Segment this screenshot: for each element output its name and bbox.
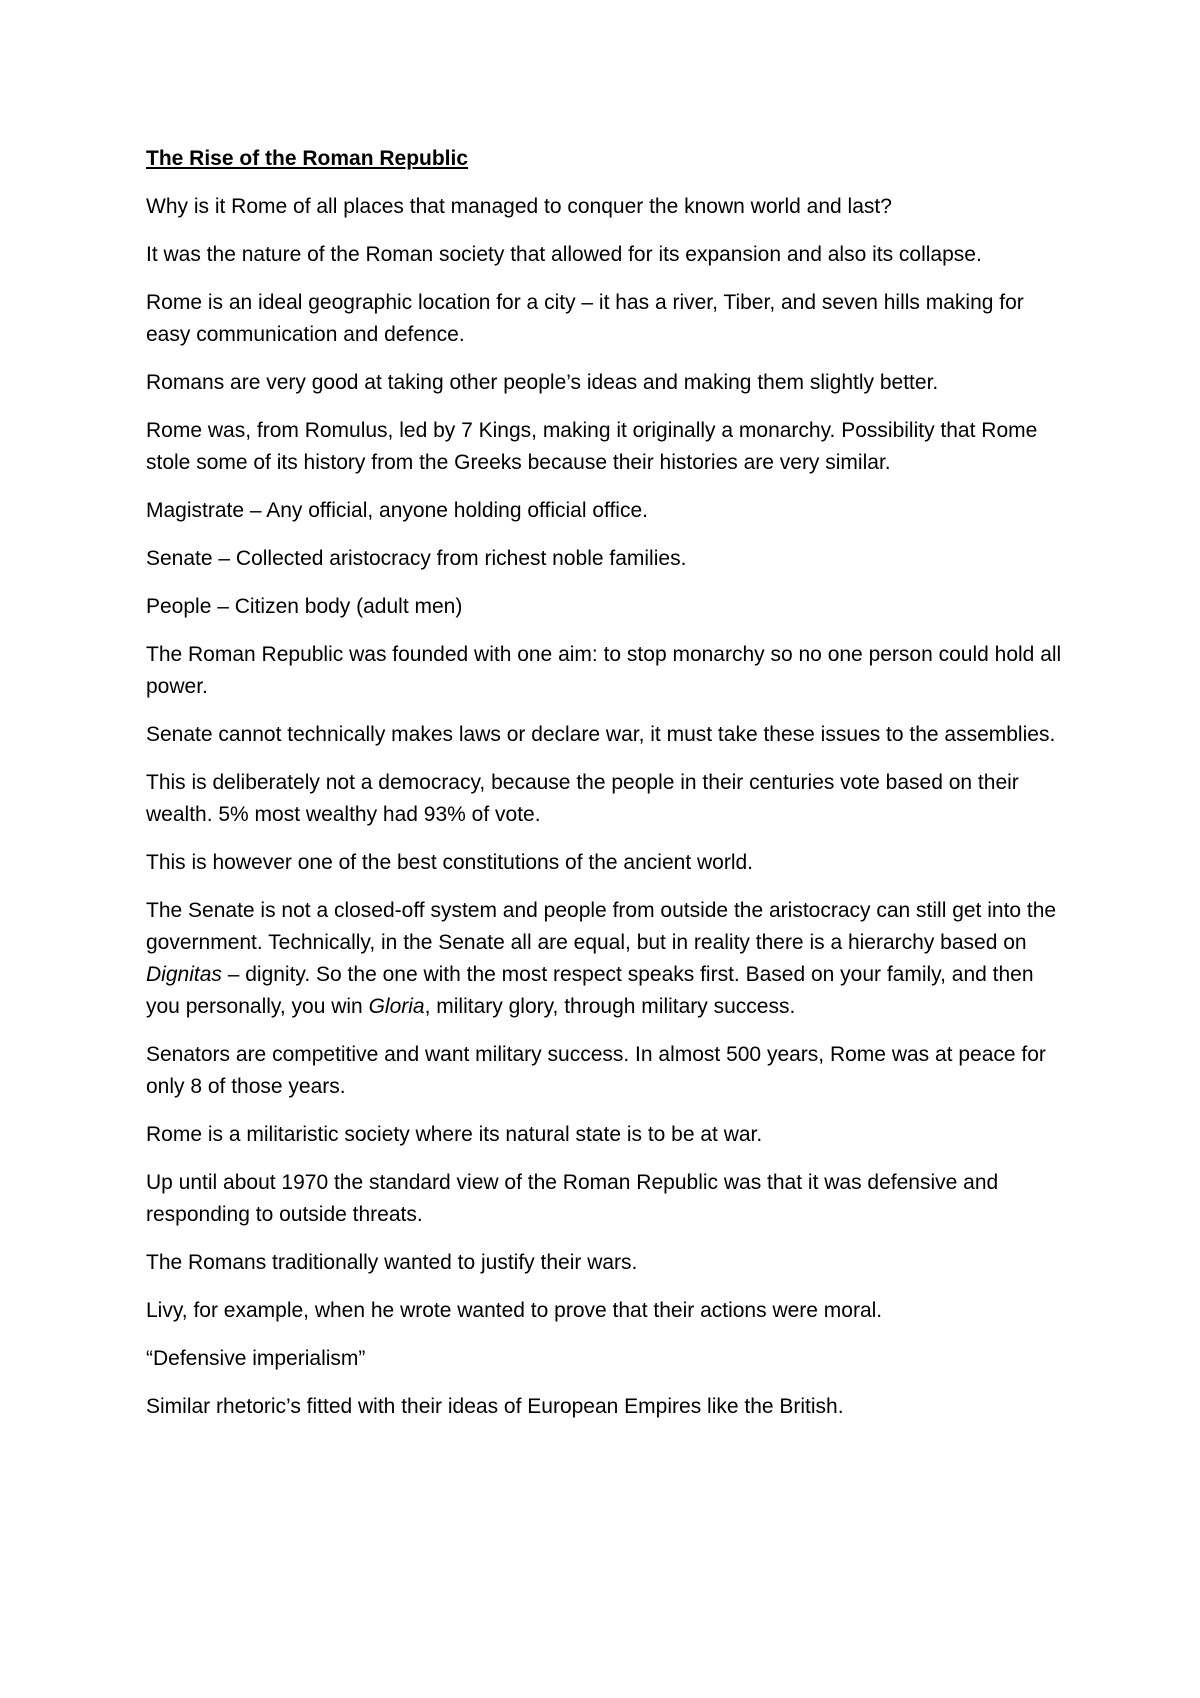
term-gloria: Gloria [368,995,425,1018]
paragraph: The Romans traditionally wanted to justify their wars. [146,1251,638,1274]
term-dignitas: Dignitas [146,963,222,986]
paragraph: Magistrate – Any official, anyone holding official office. [146,499,648,522]
paragraph: Livy, for example, when he wrote wanted to prove that their actions were moral. [146,1299,883,1322]
paragraph: Up until about 1970 the standard view of the Roman Republic was that it was defensive and responding to outside threats. [146,1171,999,1226]
senate-text-part: – dignity. So the one with the most respect speaks first. Based on your family, and then you personally, you win [146,963,1034,1018]
paragraph: Rome is an ideal geographic location for a city – it has a river, Tiber, and seven hills making for easy communication and defence. [146,291,1024,346]
document-title: The Rise of the Roman Republic [146,147,469,170]
paragraph: It was the nature of the Roman society that allowed for its expansion and also its collapse. [146,243,982,266]
paragraph: The Roman Republic was founded with one aim: to stop monarchy so no one person could hold all power. [146,643,1062,698]
paragraph: Senate – Collected aristocracy from richest noble families. [146,547,687,570]
paragraph: “Defensive imperialism” [146,1347,366,1370]
paragraph: Why is it Rome of all places that managed to conquer the known world and last? [146,195,892,218]
paragraph: Rome is a militaristic society where its natural state is to be at war. [146,1123,763,1146]
senate-text-part: , military glory, through military success. [424,995,796,1018]
paragraph: Rome was, from Romulus, led by 7 Kings, making it originally a monarchy. Possibility that Rome stole some of its history from the Greeks because their histories are very similar. [146,419,1038,474]
paragraph: Romans are very good at taking other people’s ideas and making them slightly better. [146,371,939,394]
paragraph: People – Citizen body (adult men) [146,595,463,618]
senate-text-part: The Senate is not a closed-off system and people from outside the aristocracy can still get into the government. Technically, in the Senate all are equal, but in reality there is a hierarchy based on [146,899,1057,954]
senate-paragraph [146,895,1066,1023]
paragraph: Senators are competitive and want military success. In almost 500 years, Rome was at peace for only 8 of those years. [146,1043,1046,1098]
paragraph: This is however one of the best constitutions of the ancient world. [146,851,754,874]
paragraph: Similar rhetoric’s fitted with their ideas of European Empires like the British. [146,1395,844,1418]
paragraph: Senate cannot technically makes laws or declare war, it must take these issues to the assemblies. [146,723,1056,746]
document-body [146,143,1066,1423]
paragraph: This is deliberately not a democracy, because the people in their centuries vote based on their wealth. 5% most wealthy had 93% of vote. [146,771,1019,826]
